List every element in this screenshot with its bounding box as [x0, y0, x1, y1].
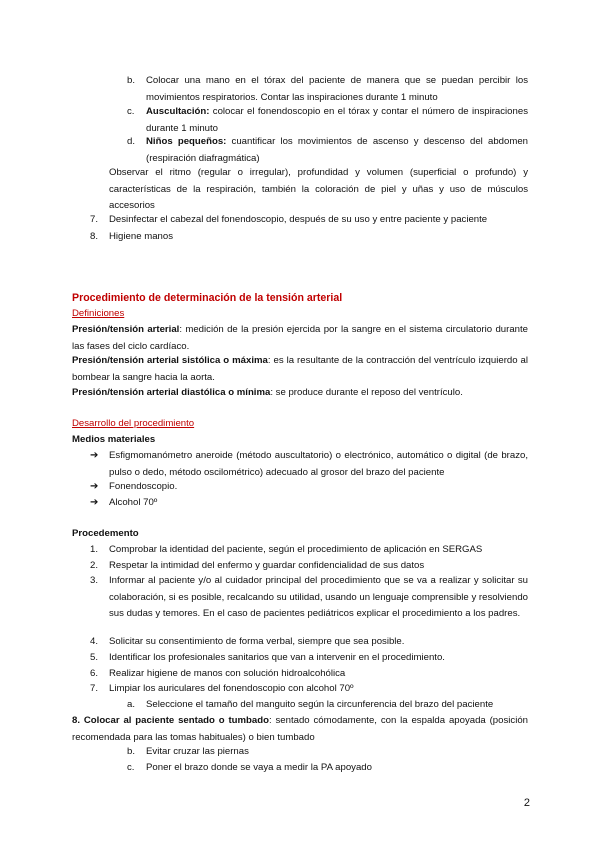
list-item-text: Alcohol 70º — [109, 497, 158, 508]
list-item — [90, 542, 528, 559]
arrow-right-icon: ➔ — [90, 450, 99, 461]
definition-text: : es la resultante de la contracción del ventrículo izquierdo al bombear la sangre hacia la aorta. — [72, 355, 528, 383]
list-item — [127, 760, 528, 777]
list-marker: 7. — [90, 683, 99, 694]
list-marker: c. — [127, 106, 135, 117]
list-marker: d. — [127, 136, 136, 147]
list-marker: 4. — [90, 636, 99, 647]
list-item-text: Realizar higiene de manos con solución hidroalcohólica — [109, 668, 346, 679]
list-item — [90, 650, 528, 667]
list-marker: b. — [127, 75, 136, 86]
list-item — [90, 495, 528, 512]
observe-paragraph: Observar el ritmo (regular o irregular), profundidad y volumen (superficial o profundo) y características de la respiración, también la coloración de piel y uñas y uso de músculos accesorios — [109, 167, 528, 212]
list-item-text: Evitar cruzar las piernas — [146, 746, 249, 757]
definition-paragraph — [72, 353, 528, 386]
list-marker: a. — [127, 699, 136, 710]
definition-term: Presión/tensión arterial — [72, 324, 180, 335]
definition-text: : medición de la presión ejercida por la sangre en el sistema circulatorio durante las fases del ciclo cardíaco. — [72, 324, 528, 352]
definition-term: Presión/tensión arterial sistólica o máxima — [72, 355, 268, 366]
list-item-text: Limpiar los auriculares del fonendoscopio con alcohol 70º — [109, 683, 354, 694]
list-item — [127, 697, 528, 714]
list-item-body: cuantificar los movimientos de ascenso y descenso del abdomen (respiración diafragmática) — [146, 136, 529, 164]
list-item-text: Seleccione el tamaño del manguito según la circunferencia del brazo del paciente — [146, 699, 494, 710]
list-item — [127, 744, 528, 761]
list-item — [90, 229, 528, 246]
section-title: Procedimiento de determinación de la tensión arterial — [72, 292, 343, 304]
step-8-lead: 8. Colocar al paciente sentado o tumbado — [72, 715, 269, 726]
list-item — [90, 573, 528, 623]
page-number: 2 — [523, 797, 530, 809]
list-marker: 2. — [90, 560, 99, 571]
list-item-text — [146, 104, 528, 137]
list-marker: 3. — [90, 575, 99, 586]
materials-heading: Medios materiales — [72, 434, 156, 445]
list-item-text: Identificar los profesionales sanitarios que van a intervenir en el procedimiento. — [109, 652, 445, 663]
step-8-text: : sentado cómodamente, con la espalda apoyada (posición recomendada para las tomas habituales) o bien tumbado — [72, 715, 529, 743]
list-item-text: Solicitar su consentimiento de forma verbal, siempre que sea posible. — [109, 636, 405, 647]
definition-text: : se produce durante el reposo del ventrículo. — [270, 387, 463, 398]
definition-paragraph — [72, 385, 528, 402]
list-marker: 7. — [90, 214, 99, 225]
list-marker: 8. — [90, 231, 99, 242]
development-heading: Desarrollo del procedimiento — [72, 418, 195, 429]
list-item-text: Fonendoscopio. — [109, 481, 178, 492]
arrow-right-icon: ➔ — [90, 481, 99, 492]
arrow-right-icon: ➔ — [90, 497, 99, 508]
list-item-text: Respetar la intimidad del enfermo y guardar confidencialidad de sus datos — [109, 560, 425, 571]
list-marker: b. — [127, 746, 136, 757]
list-item-text: Informar al paciente y/o al cuidador principal del procedimiento que se va a realizar y solicitar su colaboración, si es posible, recalcando su utilidad, usando un lenguaje comprensible y resolviendo sus dudas y temores. En el caso de pacientes pediátricos explicar el procedimiento a los padres. — [109, 575, 528, 620]
list-item-lead: Niños pequeños: — [146, 136, 227, 147]
list-item-text: Higiene manos — [109, 231, 173, 242]
step-8-paragraph — [72, 713, 528, 746]
list-item — [90, 634, 528, 651]
list-item — [127, 73, 528, 106]
list-marker: c. — [127, 762, 135, 773]
list-marker: 1. — [90, 544, 99, 555]
list-item-text: Colocar una mano en el tórax del paciente de manera que se puedan percibir los movimientos respiratorios. Contar las inspiraciones durante 1 minuto — [146, 75, 528, 103]
list-marker: 5. — [90, 652, 99, 663]
list-item — [90, 681, 528, 698]
list-item-body: colocar el fonendoscopio en el tórax y contar el número de inspiraciones durante 1 minuto — [146, 106, 528, 134]
list-item-text: Desinfectar el cabezal del fonendoscopio, después de su uso y entre paciente y paciente — [109, 214, 488, 225]
list-item-text: Comprobar la identidad del paciente, según el procedimiento de aplicación en SERGAS — [109, 544, 483, 555]
list-item — [90, 479, 528, 496]
list-item-text: Esfigmomanómetro aneroide (método auscultatorio) o electrónico, automático o digital (de brazo, pulso o dedo, método oscilométrico) adecuado al grosor del brazo del paciente — [109, 450, 528, 478]
definitions-heading: Definiciones — [72, 308, 125, 319]
list-item-text: Poner el brazo donde se vaya a medir la PA apoyado — [146, 762, 372, 773]
list-item — [90, 212, 528, 229]
list-item — [127, 134, 528, 167]
list-item-lead: Auscultación: — [146, 106, 210, 117]
list-item — [127, 104, 528, 137]
procedure-heading: Procedemento — [72, 528, 139, 539]
list-item-text — [146, 134, 528, 167]
definition-paragraph — [72, 322, 528, 355]
definition-term: Presión/tensión arterial diastólica o mínima — [72, 387, 271, 398]
list-item — [90, 448, 528, 481]
list-marker: 6. — [90, 668, 99, 679]
